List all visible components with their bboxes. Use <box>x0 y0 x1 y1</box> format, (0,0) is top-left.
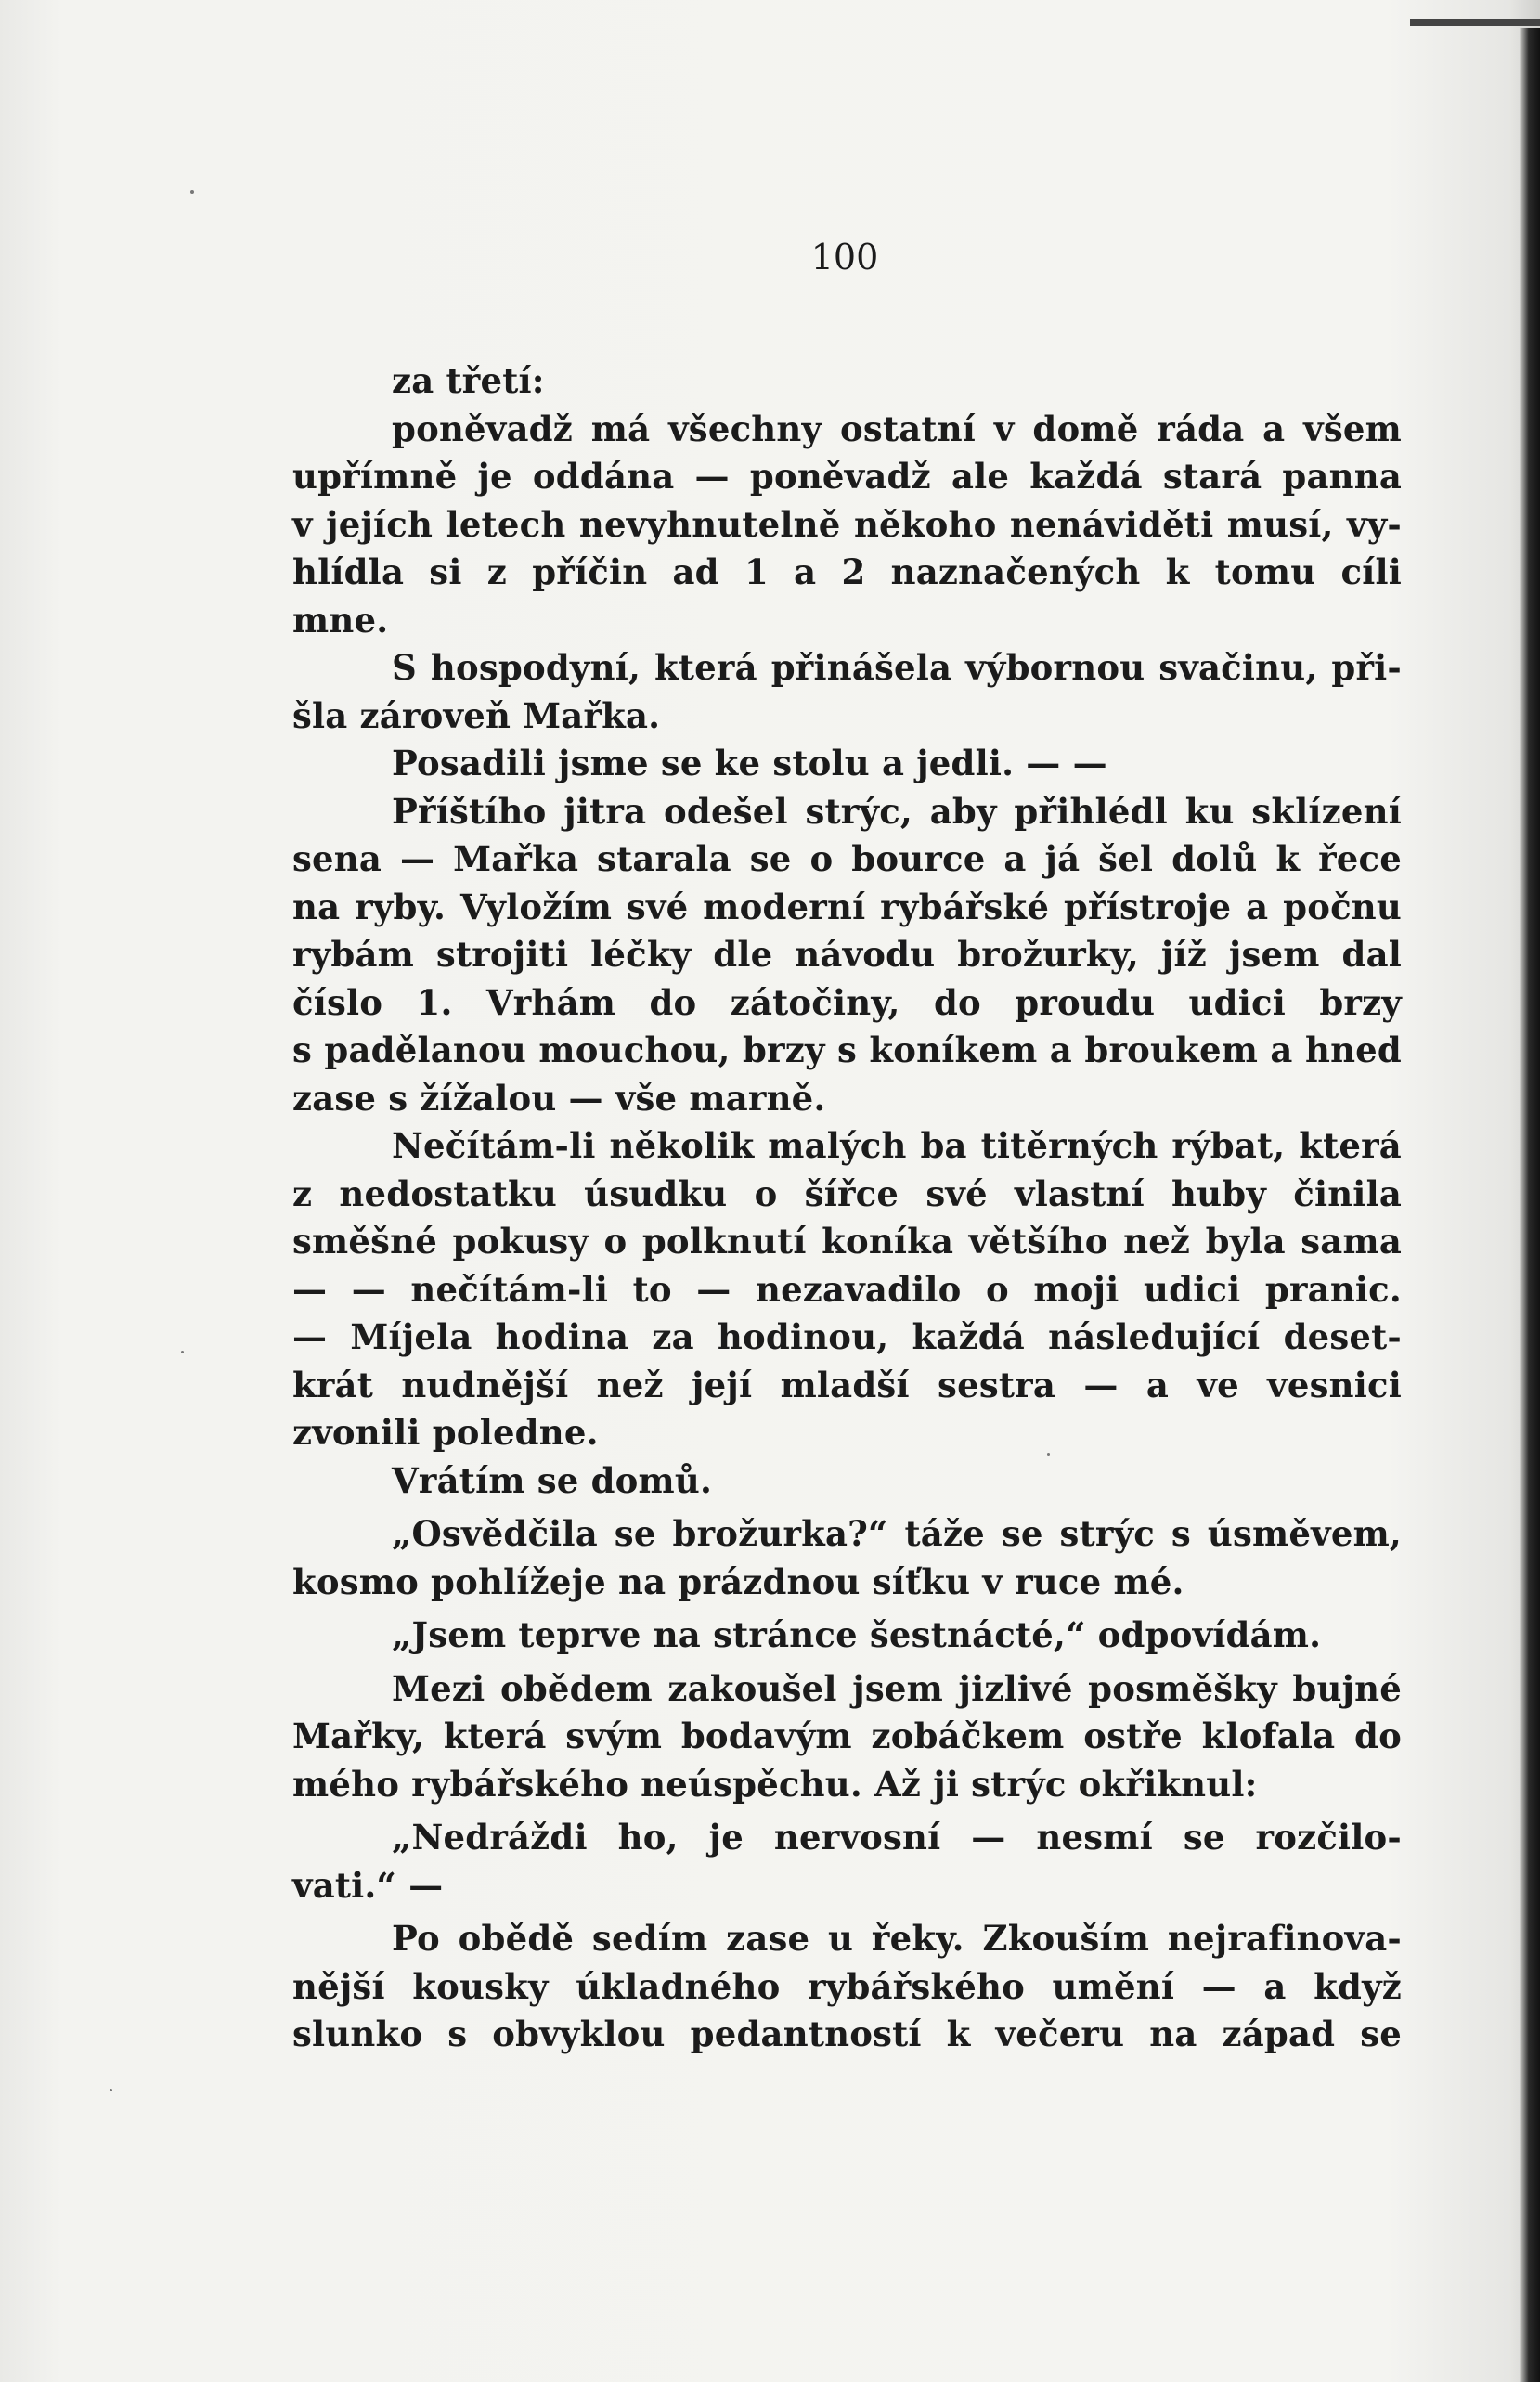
page-edge-top <box>1410 19 1540 26</box>
text-line: na ryby. Vyložím své moderní rybářské přístroje a počnu <box>292 886 1402 927</box>
text-line: Mezi obědem zakoušel jsem jizlivé posměšky bujné <box>392 1667 1402 1709</box>
text-line: poněvadž má všechny ostatní v domě ráda a všem <box>392 408 1402 449</box>
text-line: zase s žížalou — vše marně. <box>292 1077 826 1119</box>
text-line: krát nudnější než její mladší sestra — a ve vesnici <box>292 1364 1402 1405</box>
text-line: — — nečítám-li to — nezavadilo o moji udici pranic. <box>292 1268 1402 1310</box>
text-line: sena — Mařka starala se o bource a já šel dolů k řece <box>292 838 1402 879</box>
print-speck <box>181 1351 184 1353</box>
text-line: nější kousky úkladného rybářského umění — a když <box>292 1965 1402 2007</box>
text-line: mého rybářského neúspěchu. Až ji strýc okřiknul: <box>292 1763 1258 1805</box>
text-line: v jejích letech nevyhnutelně někoho nenáviděti musí, vy- <box>292 503 1402 545</box>
text-line: kosmo pohlížeje na prázdnou síťku v ruce mé. <box>292 1560 1184 1602</box>
text-line: — Míjela hodina za hodinou, každá následující deset- <box>292 1316 1402 1357</box>
page-edge-shadow <box>1520 28 1540 2382</box>
text-line: z nedostatku úsudku o šířce své vlastní huby činila <box>292 1172 1402 1214</box>
text-line: zvonili poledne. <box>292 1412 599 1453</box>
text-line: s padělanou mouchou, brzy s koníkem a broukem a hned <box>292 1029 1402 1070</box>
text-line: za třetí: <box>392 360 545 401</box>
text-line: Posadili jsme se ke stolu a jedli. — — <box>392 743 1107 783</box>
print-speck <box>190 190 194 194</box>
text-line: „Osvědčila se brožurka?“ táže se strýc s úsměvem, <box>392 1513 1402 1554</box>
text-line: „Nedráždi ho, je nervosní — nesmí se rozčilo- <box>392 1817 1402 1858</box>
text-line: Příštího jitra odešel strýc, aby přihlédl ku sklízení <box>392 790 1402 832</box>
text-line: vati.“ — <box>292 1864 444 1906</box>
print-speck <box>110 2089 112 2091</box>
text-line: upřímně je oddána — poněvadž ale každá stará panna <box>292 456 1402 497</box>
body-text <box>292 357 1402 2059</box>
text-line: šla zároveň Mařka. <box>292 694 661 736</box>
print-speck <box>1047 1453 1050 1456</box>
text-line: S hospodyní, která přinášela výbornou svačinu, při- <box>392 647 1402 688</box>
text-line: Nečítám-li několik malých ba titěrných rýbat, která <box>392 1125 1402 1166</box>
text-line: slunko s obvyklou pedantností k večeru na západ se <box>292 2013 1402 2054</box>
text-line: směšné pokusy o polknutí koníka většího než byla sama <box>292 1221 1402 1262</box>
text-line: „Jsem teprve na stránce šestnácté,“ odpovídám. <box>392 1614 1322 1655</box>
text-line: hlídla si z příčin ad 1 a 2 naznačených k tomu cíli <box>292 551 1402 592</box>
page-number: 100 <box>810 237 879 278</box>
text-line: rybám strojiti léčky dle návodu brožurky, jíž jsem dal <box>292 934 1402 975</box>
text-line: Po obědě sedím zase u řeky. Zkouším nejrafinova- <box>392 1918 1402 1959</box>
text-line: číslo 1. Vrhám do zátočiny, do proudu udici brzy <box>292 981 1402 1023</box>
text-line: Vrátím se domů. <box>392 1459 713 1501</box>
text-line: mne. <box>292 599 389 641</box>
text-line: Mařky, která svým bodavým zobáčkem ostře klofala do <box>292 1715 1402 1756</box>
